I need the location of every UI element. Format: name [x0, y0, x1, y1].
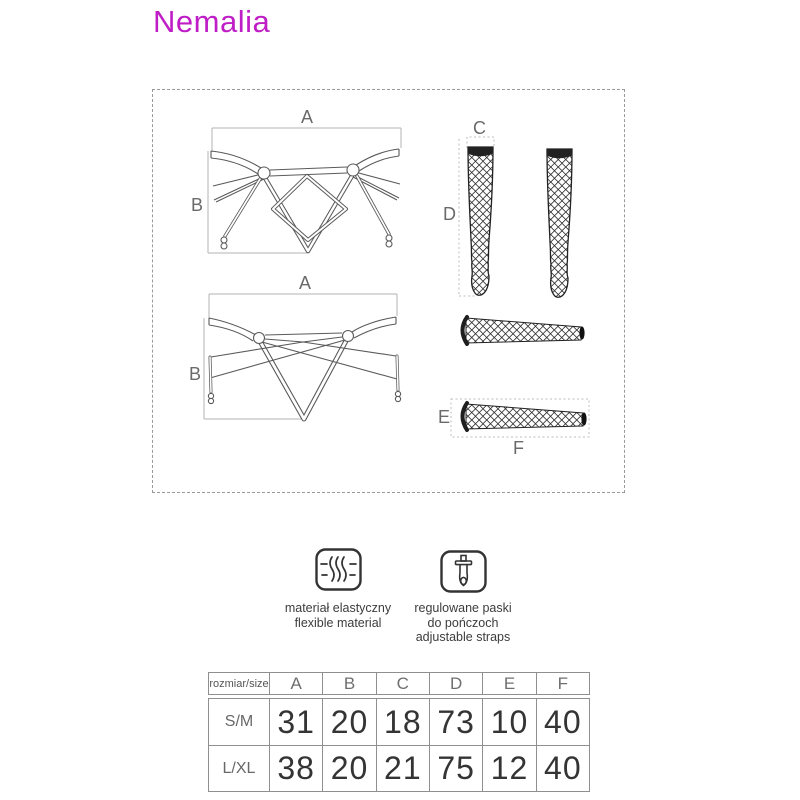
- size-cell: L/XL: [209, 745, 269, 791]
- dim-label-d: D: [443, 204, 456, 224]
- elastic-material-label: materiał elastyczny flexible material: [284, 601, 392, 630]
- size-table: [208, 672, 590, 792]
- header-cell: B: [322, 673, 375, 694]
- header-cell: D: [429, 673, 482, 694]
- size-cell: S/M: [224, 713, 254, 730]
- dim-label-a-back: A: [299, 273, 312, 293]
- value-cell: 40: [536, 699, 589, 745]
- value-cell: 20: [322, 745, 375, 791]
- stocking-top-dim-drawing: [438, 399, 589, 458]
- elastic-material-icon: [315, 548, 362, 596]
- value-cell: 40: [536, 745, 589, 791]
- value-cell: 20: [322, 699, 375, 745]
- header-cell: E: [482, 673, 535, 694]
- dim-label-a-front: A: [301, 107, 314, 127]
- header-cell: rozmiar/size: [209, 677, 269, 690]
- value-cell: 18: [376, 699, 429, 745]
- size-table-header: [208, 672, 590, 695]
- adjustable-straps-label: regulowane paski do pończoch adjustable straps: [414, 601, 512, 644]
- dim-label-f: F: [513, 438, 524, 458]
- dim-label-b-front: B: [191, 195, 204, 215]
- value-cell: 10: [482, 699, 535, 745]
- header-cell: F: [536, 673, 589, 694]
- technical-drawing: [153, 90, 624, 492]
- value-cell: 12: [482, 745, 535, 791]
- garter-back-drawing: [189, 273, 401, 419]
- page-title: Nemalia: [153, 4, 271, 39]
- value-cell: 73: [429, 699, 482, 745]
- adjustable-straps-icon: [440, 550, 487, 598]
- stocking-top-drawing: [463, 317, 585, 344]
- value-cell: 21: [376, 745, 429, 791]
- table-row-lxl: [209, 745, 589, 791]
- header-cell: C: [376, 673, 429, 694]
- diagram-panel: [152, 89, 625, 493]
- value-cell: 31: [269, 699, 322, 745]
- dim-label-c: C: [473, 118, 486, 138]
- header-cell: A: [269, 673, 322, 694]
- value-cell: 38: [269, 745, 322, 791]
- dim-label-e: E: [438, 407, 451, 427]
- table-row-sm: [209, 699, 589, 745]
- value-cell: 75: [429, 745, 482, 791]
- stocking-pair-drawing: [443, 118, 572, 297]
- size-table-body: [208, 698, 590, 792]
- garter-front-drawing: [191, 107, 401, 253]
- dim-label-b-back: B: [189, 364, 202, 384]
